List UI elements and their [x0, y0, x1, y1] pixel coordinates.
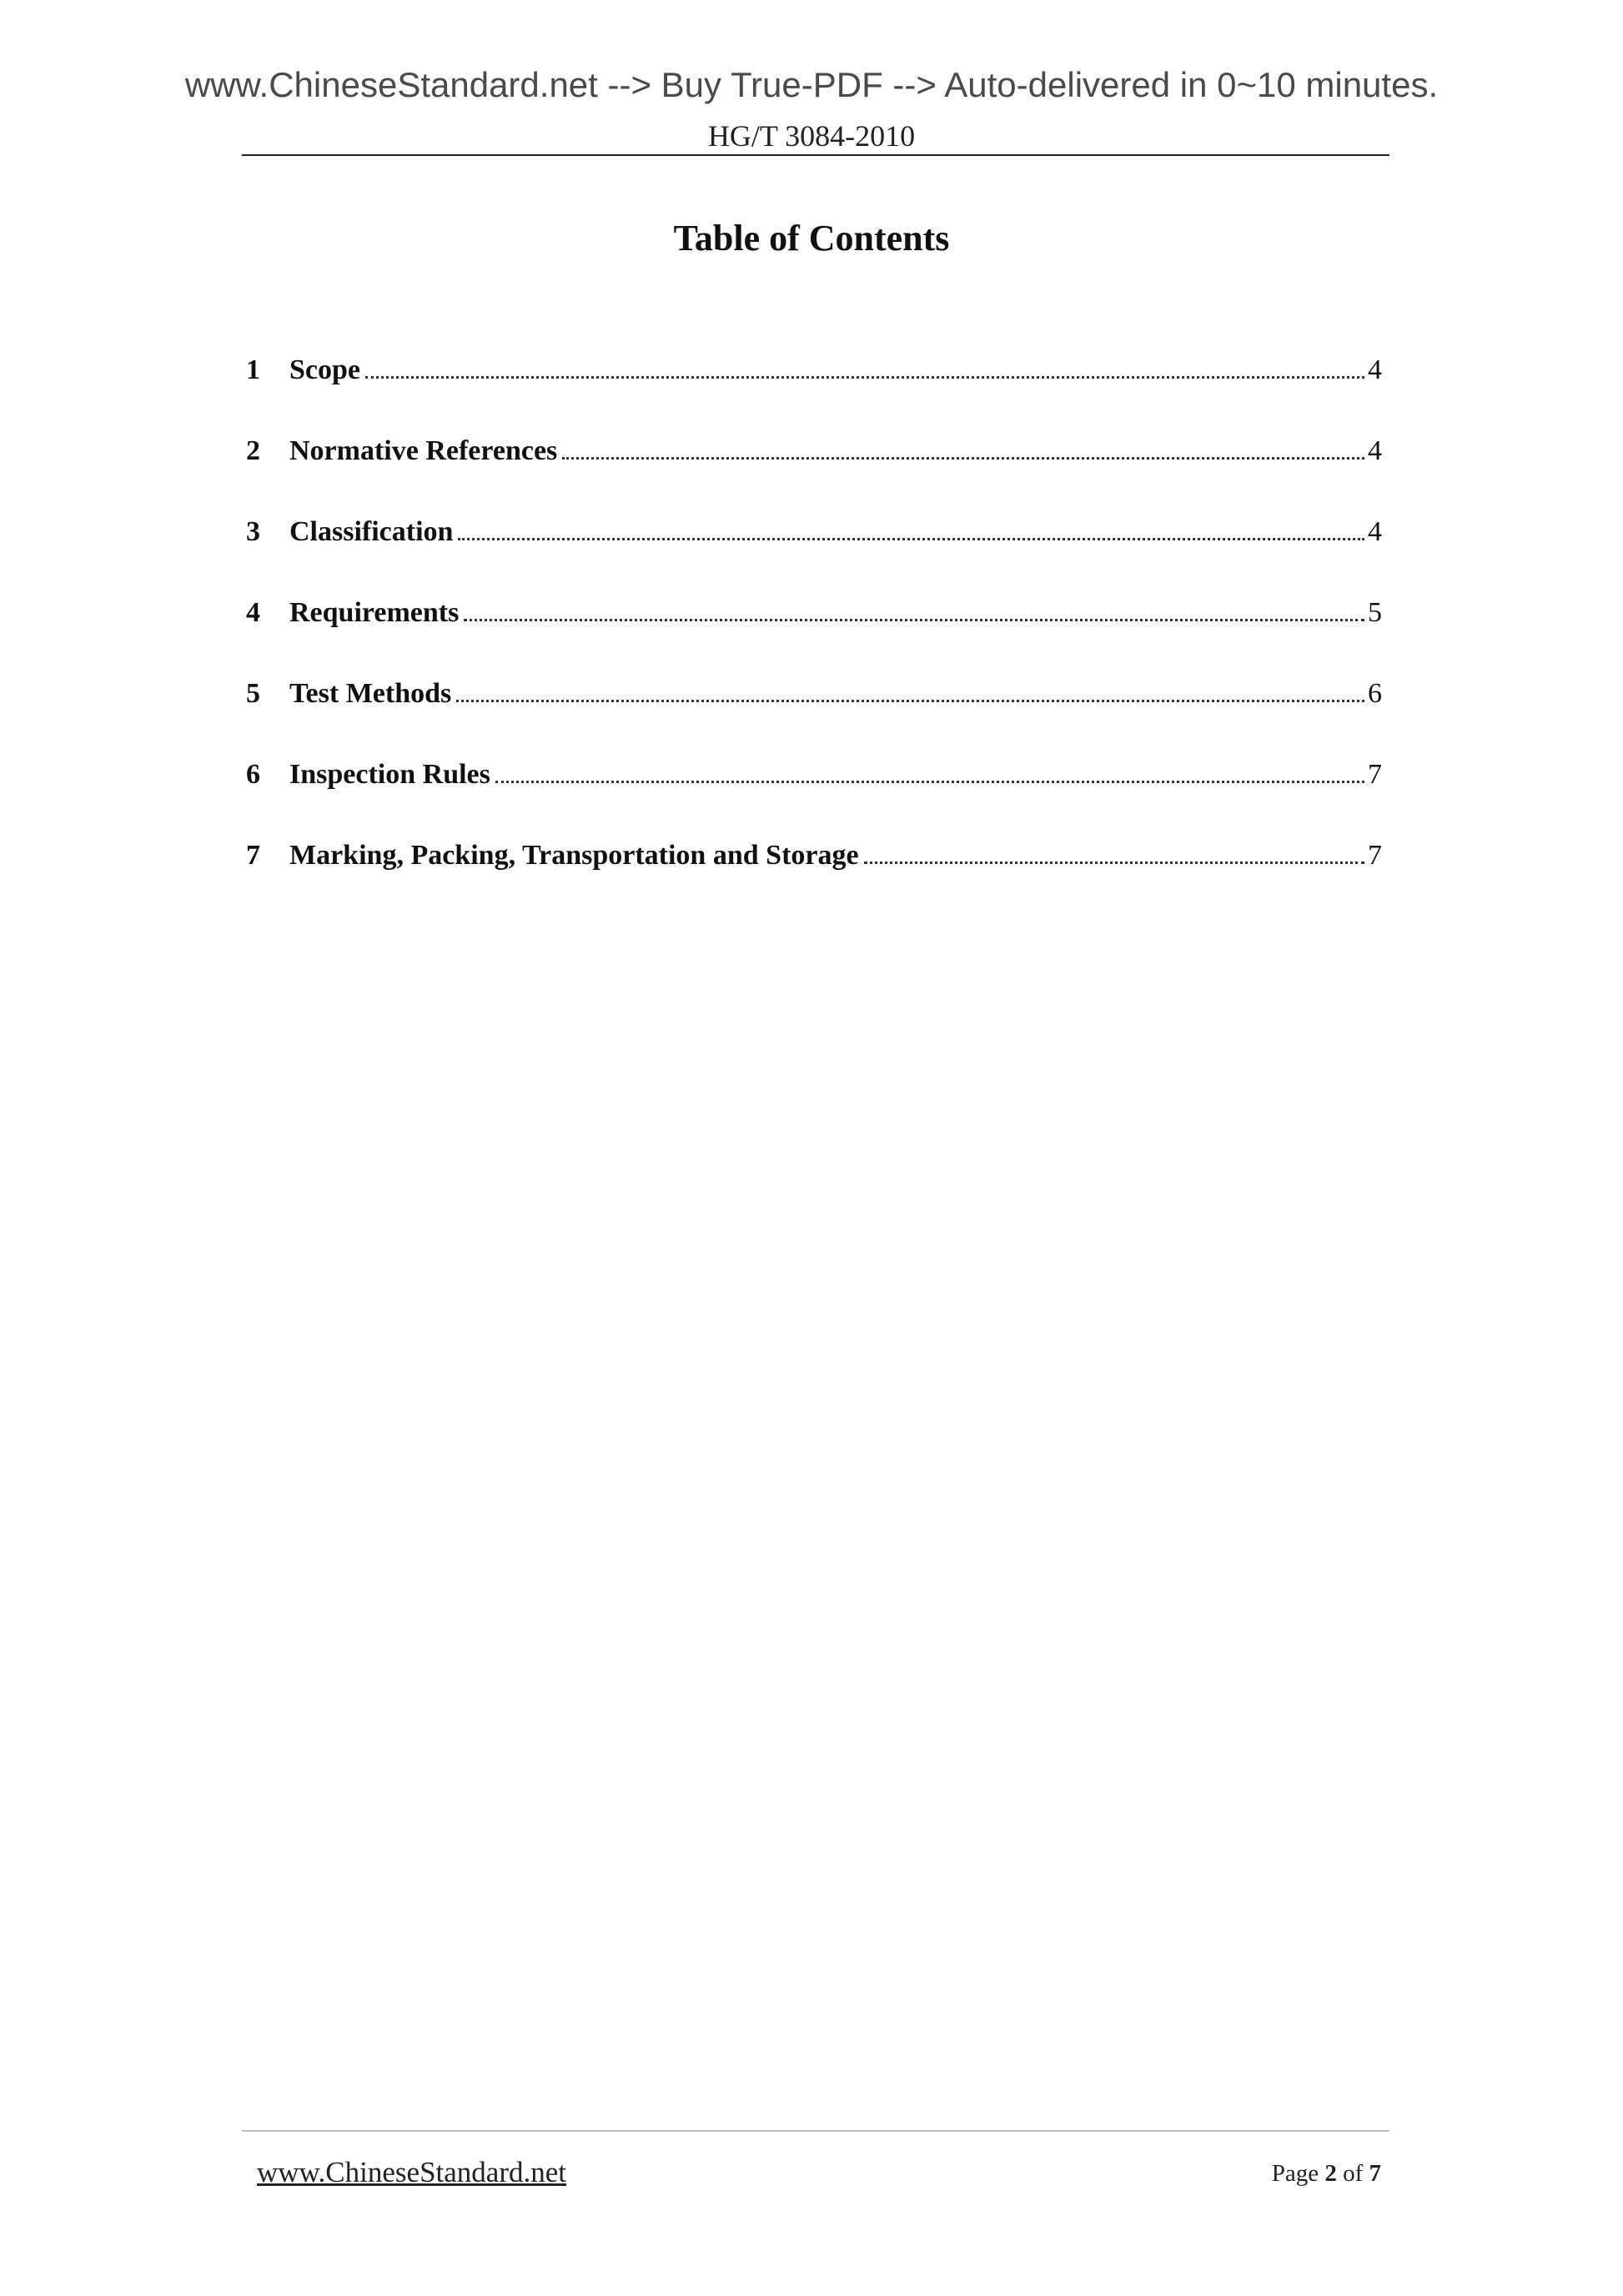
toc-entry-number: 1: [246, 354, 260, 385]
toc-entry-label: Classification: [289, 516, 454, 547]
dot-leader: [495, 781, 1364, 783]
toc-entry-page: 5: [1368, 597, 1382, 628]
page-number: [1272, 2160, 1381, 2188]
toc-entry-number: 7: [246, 840, 260, 871]
toc-entry-requirements[interactable]: [246, 597, 1382, 678]
dot-leader: [562, 457, 1364, 460]
toc-entry-label: Requirements: [289, 597, 460, 628]
dot-leader: [464, 619, 1364, 621]
footer-website-link[interactable]: www.ChineseStandard.net: [257, 2156, 566, 2188]
toc-entry-page: 4: [1368, 516, 1382, 547]
toc-entry-label: Inspection Rules: [289, 759, 490, 790]
dot-leader: [365, 376, 1364, 379]
toc-entry-label: Scope: [289, 354, 360, 385]
toc-entry-page: 4: [1368, 354, 1382, 385]
toc-entry-marking-packing[interactable]: [246, 840, 1382, 921]
promo-banner: www.ChineseStandard.net --> Buy True-PDF --> Auto-delivered in 0~10 minutes.: [184, 65, 1439, 104]
toc-entry-test-methods[interactable]: [246, 678, 1382, 759]
toc-entry-inspection-rules[interactable]: [246, 759, 1382, 840]
dot-leader: [864, 862, 1364, 864]
page-current: 2: [1324, 2160, 1337, 2187]
toc-entry-label: Marking, Packing, Transportation and Storage: [289, 840, 859, 871]
dot-leader: [456, 700, 1364, 702]
toc-entry-label: Normative References: [289, 435, 558, 466]
page-title: Table of Contents: [673, 218, 950, 259]
toc-entry-scope[interactable]: [246, 354, 1382, 435]
toc-entry-number: 6: [246, 759, 260, 790]
table-of-contents: [246, 354, 1382, 921]
toc-entry-number: 3: [246, 516, 260, 547]
toc-entry-page: 6: [1368, 678, 1382, 709]
page-total: 7: [1369, 2160, 1381, 2187]
dot-leader: [458, 538, 1364, 540]
toc-entry-number: 4: [246, 597, 260, 628]
toc-entry-label: Test Methods: [289, 678, 452, 709]
document-code: HG/T 3084-2010: [707, 119, 916, 153]
toc-entry-page: 7: [1368, 840, 1382, 871]
page-of: of: [1343, 2160, 1364, 2187]
toc-entry-page: 4: [1368, 435, 1382, 466]
toc-entry-page: 7: [1368, 759, 1382, 790]
page-prefix: Page: [1271, 2160, 1319, 2187]
toc-entry-number: 5: [246, 678, 260, 709]
toc-entry-normative-references[interactable]: [246, 435, 1382, 516]
header-divider: [242, 154, 1389, 156]
toc-entry-classification[interactable]: [246, 516, 1382, 597]
footer-divider: [242, 2130, 1389, 2132]
toc-entry-number: 2: [246, 435, 260, 466]
